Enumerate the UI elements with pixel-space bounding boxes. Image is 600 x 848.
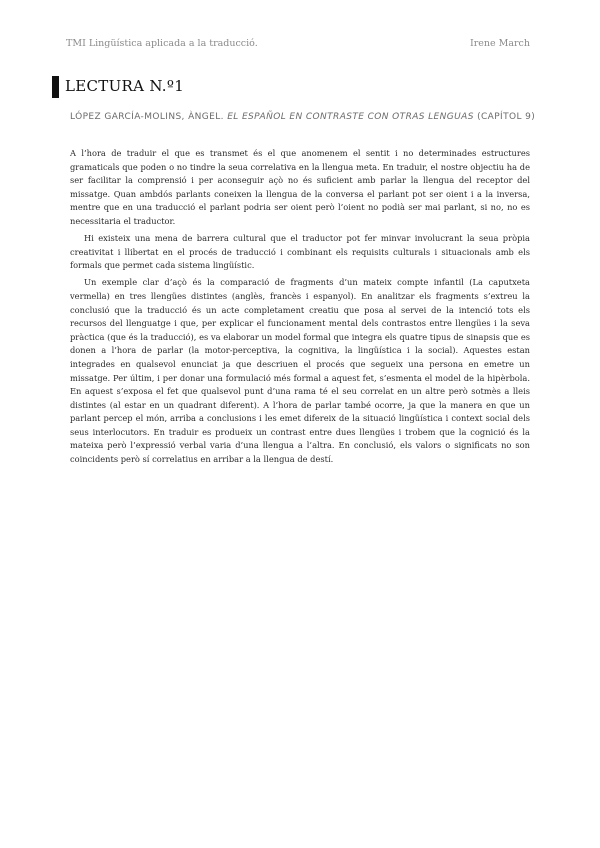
page-title: LECTURA N.º1: [65, 77, 185, 95]
paragraph-3: Un exemple clar d’açò és la comparació de fragments d’un mateix compte infantil (La caputxeta vermella) en tres llengües distintes (anglès, francès i espanyol). En analitzar els fragments s’extreu la conclusió que la traducció és un acte completament creatiu que posa al servei de la intenció tots els recursos del llenguatge i que, per explicar el funcionament mental dels contrastos entre llengües i la seva pràctica (que és la traducció), es va elaborar un model formal que integra els quatre tipus de sinapsis que es donen a l’hora de parlar (la motor-perceptiva, la cognitiva, la lingüística i la social). Aquestes estan integrades en qualsevol enunciat ja que descriuen el procés que segueix una persona en emetre un missatge. Per últim, i per donar una formulació més formal a aquest fet, s’esmenta el model de la hipèrbola. En aquest s’exposa el fet que qualsevol punt d’una rama té el seu correlat en un altre però sotmès a lleis distintes (al estar en un quadrant diferent). A l’hora de parlar també ocorre, ja que la manera en que un parlant percep el món, arriba a conclusions i les emet difereix de la situació lingüística i context social dels seus interlocutors. En traduir es produeix un contrast entre dues llengües i trobem que la cognició és la mateixa però l’expressió verbal varia d’una llengua a l’altra. En conclusió, els valors o significats no son coincidents però sí correlatius en arribar a la llengua de destí.: [70, 277, 530, 465]
title-accent-bar: [52, 76, 59, 98]
paragraph-2: Hi existeix una mena de barrera cultural que el traductor pot fer minvar involucrant la seua pròpia creativitat i llibertat en el procés de traducció i combinant els requisits culturals i situacionals amb els formals que permet cada sistema lingüístic.: [70, 233, 530, 271]
paragraph-1: A l’hora de traduir el que es transmet és el que anomenem el sentit i no determinades estructures gramaticals que poden o no tindre la seua correlativa en la llengua meta. En traduir, el nostre objectiu ha de ser facilitar la comprensió i per aconseguir açò no és suficient amb parlar la llengua del receptor del missatge. Quan ambdós parlants coneixen la llengua de la conversa el parlant pot ser oient i a la inversa, mentre que en una traducció el parlant podria ser oient però l’oient no podià ser mai parlant, si no, no es necessitaria el traductor.: [70, 148, 530, 226]
subtitle-book-title: EL ESPAÑOL EN CONTRASTE CON OTRAS LENGUAS: [227, 112, 474, 122]
reference-subtitle: [70, 110, 540, 124]
subtitle-author: LÓPEZ GARCÍA-MOLINS, ÀNGEL.: [70, 112, 224, 122]
body-text: [70, 147, 530, 470]
header-course-title: TMI Lingüística aplicada a la traducció.: [66, 38, 258, 49]
subtitle-chapter: (CAPÍTOL 9): [477, 112, 536, 122]
header-author-name: Irene March: [469, 38, 530, 49]
page-header: [66, 38, 530, 52]
